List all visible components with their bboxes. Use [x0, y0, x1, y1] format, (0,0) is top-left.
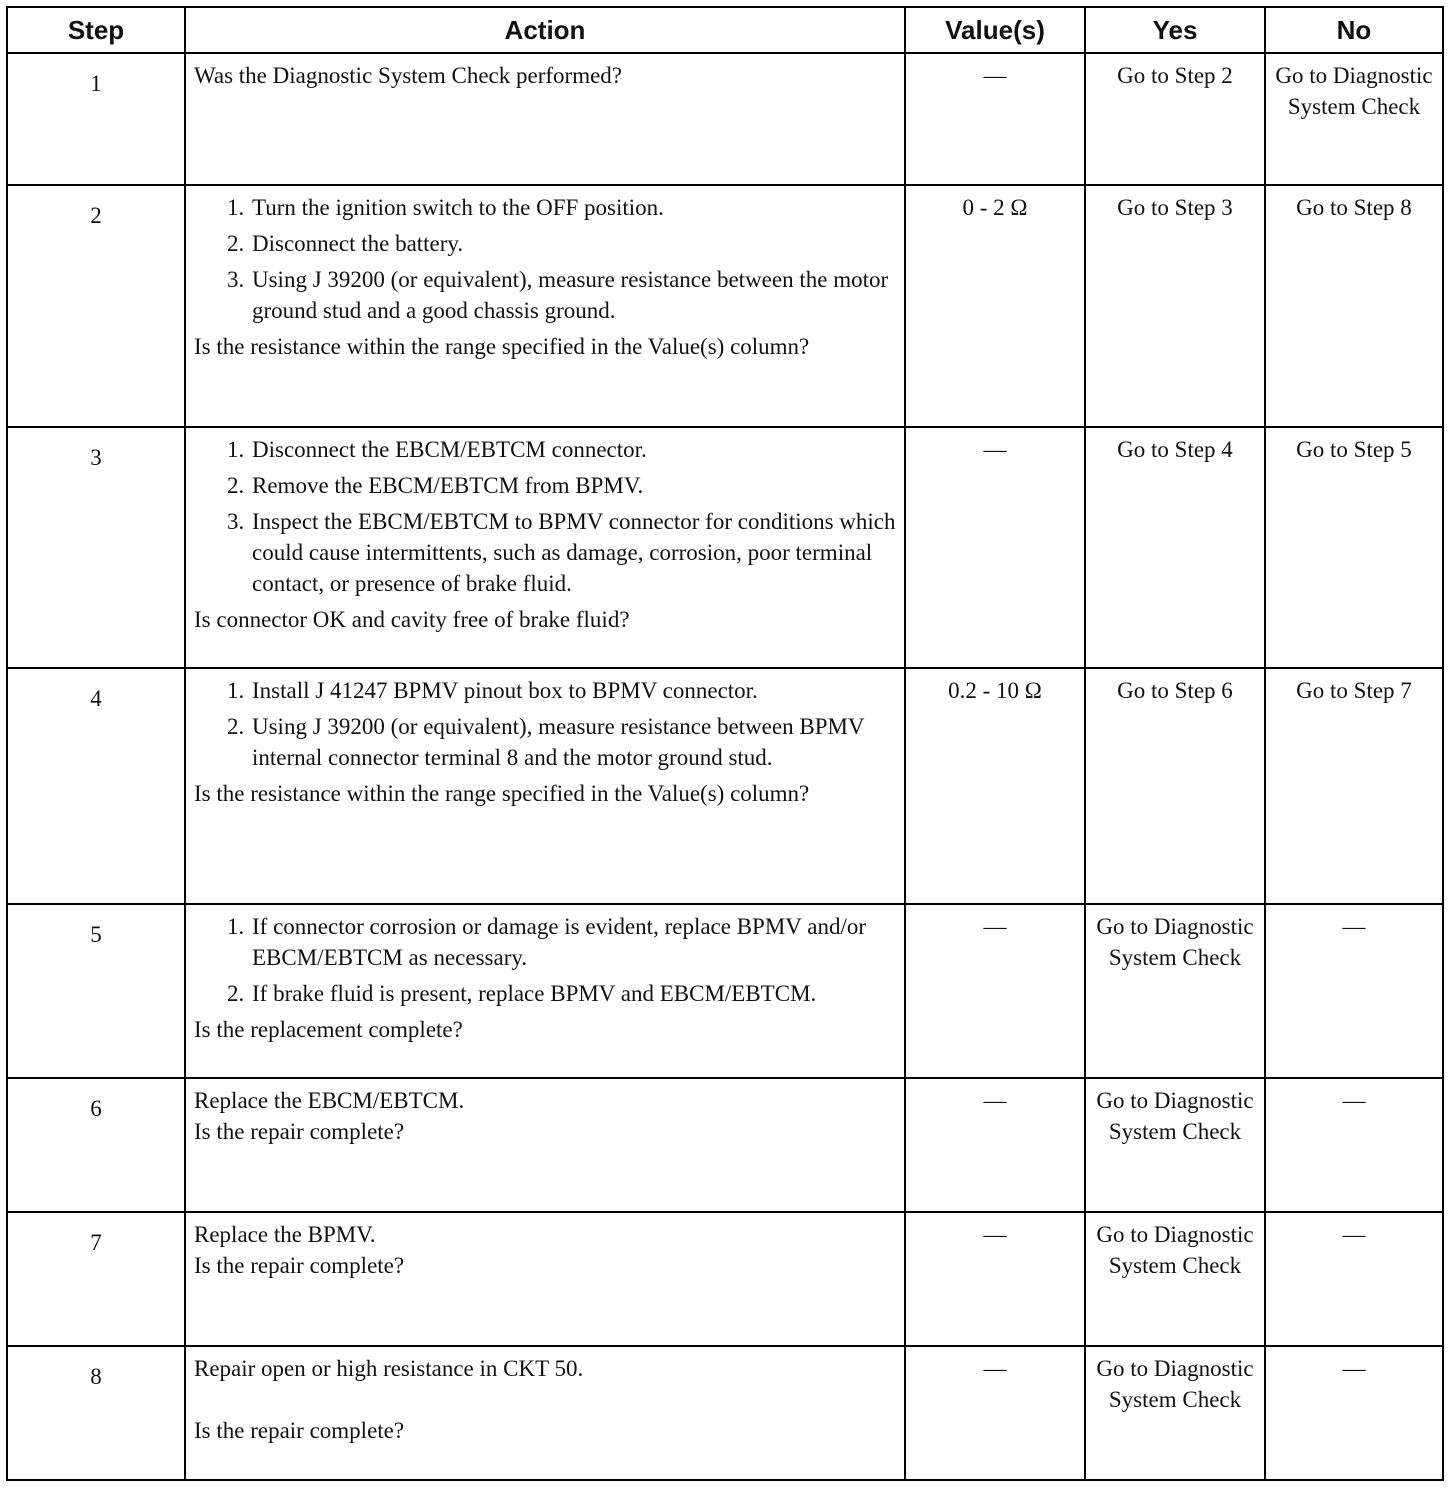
action-cell: [185, 1078, 905, 1212]
step-number: 7: [7, 1212, 185, 1346]
action-question: Is the repair complete?: [194, 1119, 405, 1144]
yes-cell: Go to Step 6: [1085, 668, 1265, 904]
value-cell: —: [905, 427, 1085, 668]
action-cell: [185, 1212, 905, 1346]
step-number: 8: [7, 1346, 185, 1480]
no-cell: Go to Step 8: [1265, 185, 1443, 427]
table-row: [7, 1346, 1443, 1480]
action-step: 2. Using J 39200 (or equivalent), measure resistance between BPMV internal connector terminal 8 and the motor ground stud.: [250, 711, 896, 773]
action-steps: [194, 434, 896, 599]
action-statement: Replace the EBCM/EBTCM.: [194, 1088, 465, 1113]
action-step: 1. Disconnect the EBCM/EBTCM connector.: [250, 434, 896, 465]
step-number: 4: [7, 668, 185, 904]
yes-cell: Go to Diagnostic System Check: [1085, 1346, 1265, 1480]
no-cell: —: [1265, 1212, 1443, 1346]
action-steps: [194, 192, 896, 326]
table-row: [7, 1078, 1443, 1212]
table-row: [7, 668, 1443, 904]
action-steps: [194, 911, 896, 1009]
action-question: Was the Diagnostic System Check performed?: [194, 63, 623, 88]
action-step: 2. If brake fluid is present, replace BPMV and EBCM/EBTCM.: [250, 978, 896, 1009]
step-number: 1: [7, 53, 185, 185]
value-cell: —: [905, 1346, 1085, 1480]
action-question: Is the resistance within the range specified in the Value(s) column?: [194, 781, 810, 806]
action-step: 3. Using J 39200 (or equivalent), measure resistance between the motor ground stud and a good chassis ground.: [250, 264, 896, 326]
action-steps: [194, 675, 896, 773]
action-step: 1. If connector corrosion or damage is evident, replace BPMV and/or EBCM/EBTCM as necessary.: [250, 911, 896, 973]
action-cell: [185, 668, 905, 904]
table-row: [7, 185, 1443, 427]
value-cell: —: [905, 1212, 1085, 1346]
yes-cell: Go to Diagnostic System Check: [1085, 1212, 1265, 1346]
action-cell: [185, 427, 905, 668]
action-statement: Repair open or high resistance in CKT 50.: [194, 1356, 584, 1381]
value-cell: 0.2 - 10 Ω: [905, 668, 1085, 904]
table-row: [7, 904, 1443, 1078]
header-step: Step: [7, 7, 185, 53]
action-step: 3. Inspect the EBCM/EBTCM to BPMV connector for conditions which could cause intermittents, such as damage, corrosion, poor terminal contact, or presence of brake fluid.: [250, 506, 896, 599]
header-row: [7, 7, 1443, 53]
no-cell: —: [1265, 1346, 1443, 1480]
step-number: 5: [7, 904, 185, 1078]
no-cell: Go to Step 5: [1265, 427, 1443, 668]
spacer: [194, 1384, 896, 1415]
no-cell: Go to Step 7: [1265, 668, 1443, 904]
action-step: 2. Disconnect the battery.: [250, 228, 896, 259]
yes-cell: Go to Step 4: [1085, 427, 1265, 668]
table-row: [7, 1212, 1443, 1346]
yes-cell: Go to Diagnostic System Check: [1085, 1078, 1265, 1212]
action-step: 2. Remove the EBCM/EBTCM from BPMV.: [250, 470, 896, 501]
no-cell: —: [1265, 904, 1443, 1078]
action-question: Is the replacement complete?: [194, 1017, 463, 1042]
value-cell: —: [905, 1078, 1085, 1212]
yes-cell: Go to Step 2: [1085, 53, 1265, 185]
action-step: 1. Install J 41247 BPMV pinout box to BPMV connector.: [250, 675, 896, 706]
value-cell: —: [905, 53, 1085, 185]
action-question: Is the repair complete?: [194, 1253, 405, 1278]
action-question: Is the repair complete?: [194, 1418, 405, 1443]
action-cell: [185, 53, 905, 185]
action-statement: Replace the BPMV.: [194, 1222, 376, 1247]
header-action: Action: [185, 7, 905, 53]
no-cell: —: [1265, 1078, 1443, 1212]
table-row: [7, 427, 1443, 668]
diagnostic-table: [6, 6, 1444, 1481]
no-cell: Go to Diagnostic System Check: [1265, 53, 1443, 185]
yes-cell: Go to Diagnostic System Check: [1085, 904, 1265, 1078]
action-cell: [185, 1346, 905, 1480]
action-cell: [185, 904, 905, 1078]
step-number: 6: [7, 1078, 185, 1212]
step-number: 2: [7, 185, 185, 427]
action-question: Is the resistance within the range specified in the Value(s) column?: [194, 334, 810, 359]
step-number: 3: [7, 427, 185, 668]
action-question: Is connector OK and cavity free of brake fluid?: [194, 607, 630, 632]
header-values: Value(s): [905, 7, 1085, 53]
action-step: 1. Turn the ignition switch to the OFF position.: [250, 192, 896, 223]
header-yes: Yes: [1085, 7, 1265, 53]
value-cell: 0 - 2 Ω: [905, 185, 1085, 427]
header-no: No: [1265, 7, 1443, 53]
action-cell: [185, 185, 905, 427]
value-cell: —: [905, 904, 1085, 1078]
yes-cell: Go to Step 3: [1085, 185, 1265, 427]
table-row: [7, 53, 1443, 185]
